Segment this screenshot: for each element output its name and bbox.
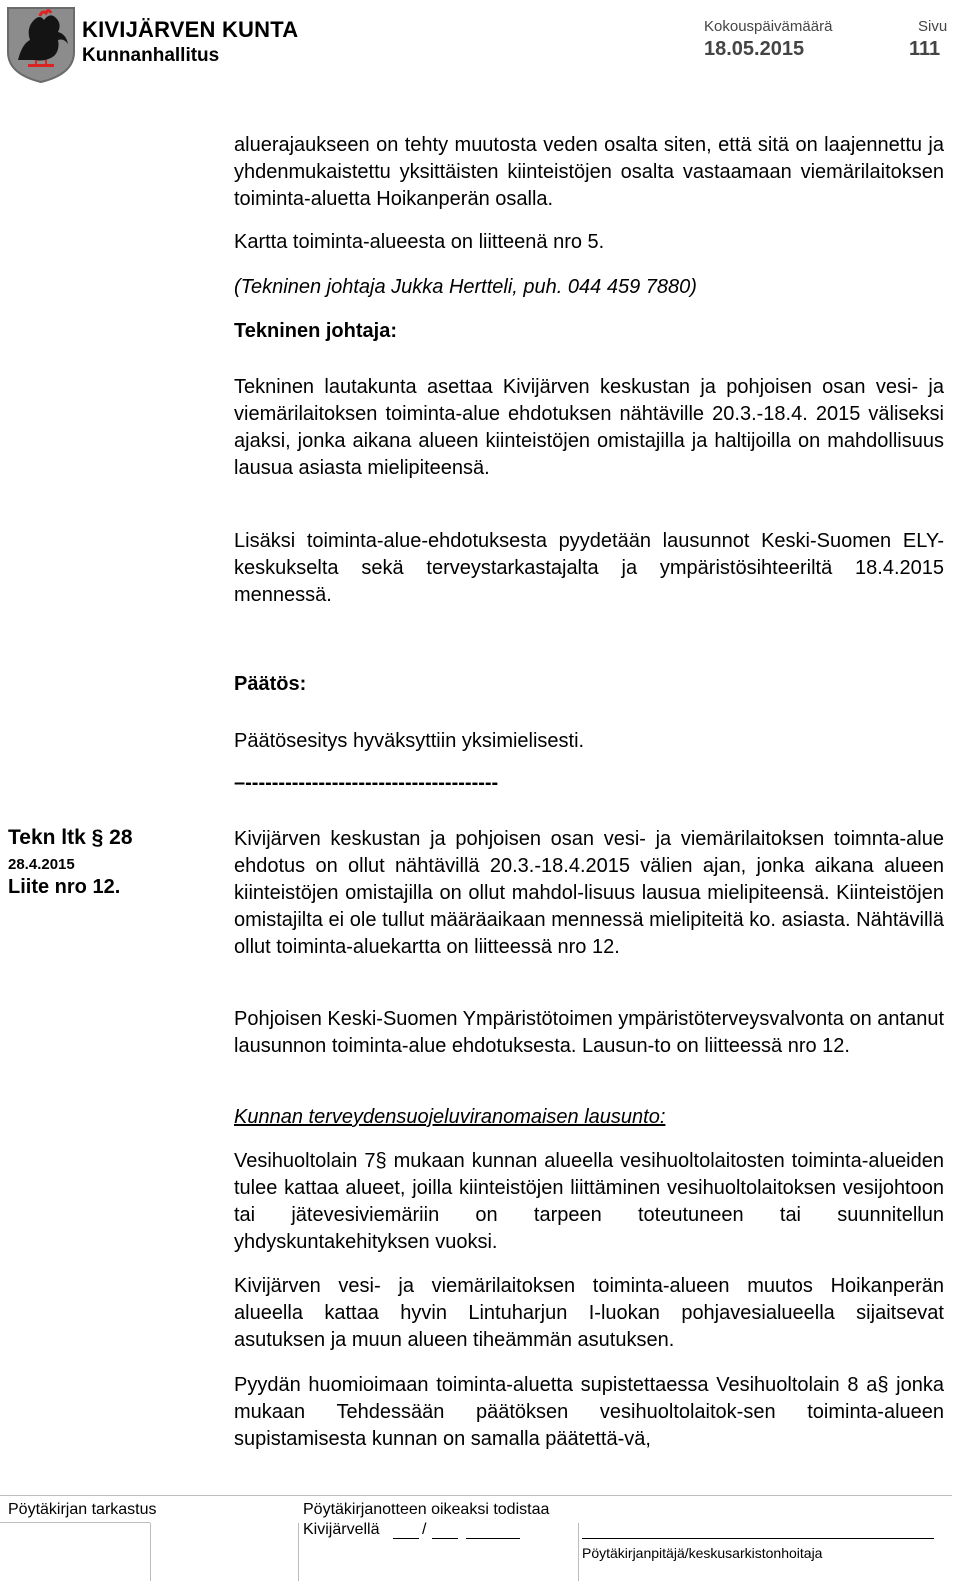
- paragraph-water-law: Vesihuoltolain 7§ mukaan kunnan alueella vesihuoltolaitosten toiminta-alueiden tulee kattaa alueet, joilla kiinteistöjen liittäminen vesihuoltolaitoksen vesijohtoon tai jätevesiviemäriin on tarpeen toteutuneen tai suunnitellun yhdyskuntakehityksen vuoksi.: [234, 1150, 944, 1253]
- paragraph-map-attachment: Kartta toiminta-alueesta on liitteenä nro 5.: [234, 231, 605, 253]
- footer-rule: [0, 1522, 150, 1523]
- meeting-date: 18.05.2015: [704, 38, 805, 60]
- page-number: 111: [909, 38, 941, 60]
- footer-separator: [298, 1523, 299, 1581]
- side-attachment: Liite nro 12.: [8, 876, 121, 898]
- decision-text: Päätösesitys hyväksyttiin yksimielisesti.: [234, 730, 585, 752]
- page-label: Sivu: [918, 18, 948, 35]
- heading-proposal: Tekninen johtaja:: [234, 320, 397, 342]
- organization-name: KIVIJÄRVEN KUNTA: [82, 17, 299, 42]
- footer-separator: [578, 1523, 579, 1581]
- heading-decision: Päätös:: [234, 673, 307, 695]
- signature-line: [582, 1538, 934, 1539]
- footer-separator: [150, 1523, 151, 1581]
- paragraph-environment-statement: Pohjoisen Keski-Suomen Ympäristötoimen ympäristöterveysvalvonta on antanut lausunnon toiminta-alue ehdotuksesta. Lausun-to on liitteessä nro 12.: [234, 1008, 944, 1057]
- municipal-crest-logo: [4, 4, 78, 84]
- heading-health-authority: Kunnan terveydensuojeluviranomaisen lausunto:: [234, 1106, 666, 1128]
- organization-unit: Kunnanhallitus: [82, 45, 220, 66]
- footer: [0, 1495, 960, 1581]
- date-year-line: [466, 1538, 520, 1539]
- paragraph-proposal: Tekninen lautakunta asettaa Kivijärven keskustan ja pohjoisen osan vesi- ja viemärilaitoksen toiminta-alue ehdotuksen nähtäville 20.3.-18.4. 2015 väliseksi ajaksi, jonka aikana alueen kiinteistöjen omistajilla ja haltijoilla on mahdollisuus lausua asiasta mielipiteensä.: [234, 376, 944, 479]
- contact-line: (Tekninen johtaja Jukka Hertteli, puh. 044 459 7880): [234, 276, 697, 298]
- date-day-line: [393, 1538, 419, 1539]
- review-label: Pöytäkirjan tarkastus: [8, 1501, 157, 1518]
- date-separator: /: [422, 1521, 427, 1538]
- paragraph-statements: Lisäksi toiminta-alue-ehdotuksesta pyydetään lausunnot Keski-Suomen ELY-keskukselta sekä terveystarkastajalta ja ympäristösihteeriltä 18.4.2015 mennessä.: [234, 530, 944, 606]
- paragraph-area-change: Kivijärven vesi- ja viemärilaitoksen toiminta-alueen muutos Hoikanperän alueella kattaa hyvin Lintuharjun I-luokan pohjavesialueella sijaitsevat asutuksen ja muun alueen tiheämmän asutuksen.: [234, 1275, 944, 1351]
- meeting-date-label: Kokouspäivämäärä: [704, 18, 833, 35]
- date-month-line: [432, 1538, 458, 1539]
- place-label: Kivijärvellä: [303, 1521, 380, 1538]
- certify-label: Pöytäkirjanotteen oikeaksi todistaa: [303, 1501, 550, 1518]
- paragraph-request: Pyydän huomioimaan toiminta-aluetta supistettaessa Vesihuoltolain 8 a§ jonka mukaan Tehdessään päätöksen vesihuoltolaitok-sen toiminta-alueen supistamisesta kunnan on samalla päätettä-vä,: [234, 1374, 944, 1450]
- footer-top-rule: [0, 1495, 952, 1496]
- paragraph-area-rajaus: [234, 132, 944, 213]
- section-divider: –--------------------------------------: [234, 772, 499, 794]
- side-reference-date: 28.4.2015: [8, 856, 75, 873]
- paragraph: aluerajaukseen on tehty muutosta veden osalta siten, että sitä on laajennettu ja yhdenmukaistettu yksittäisten kiinteistöjen osalta vastaamaan viemärilaitoksen toiminta-aluetta Hoikanperän osalla.: [234, 134, 944, 210]
- paragraph-display-period: Kivijärven keskustan ja pohjoisen osan vesi- ja viemärilaitoksen toimnta-alue ehdotus on ollut nähtävillä 20.3.-18.4.2015 välien ajan, jonka aikana alueen kiinteistöjen omistajilla on ollut mahdol-lisuus lausua mielipiteensä. Kiinteistöjen omistajilta ei ole tullut määräaikaan mennessä mielipiteitä ko. asiasta. Nähtävillä ollut toiminta-aluekartta on liitteessä nro 12.: [234, 828, 944, 958]
- signer-title: Pöytäkirjanpitäjä/keskusarkistonhoitaja: [582, 1545, 823, 1561]
- side-reference-title: Tekn ltk § 28: [8, 826, 133, 849]
